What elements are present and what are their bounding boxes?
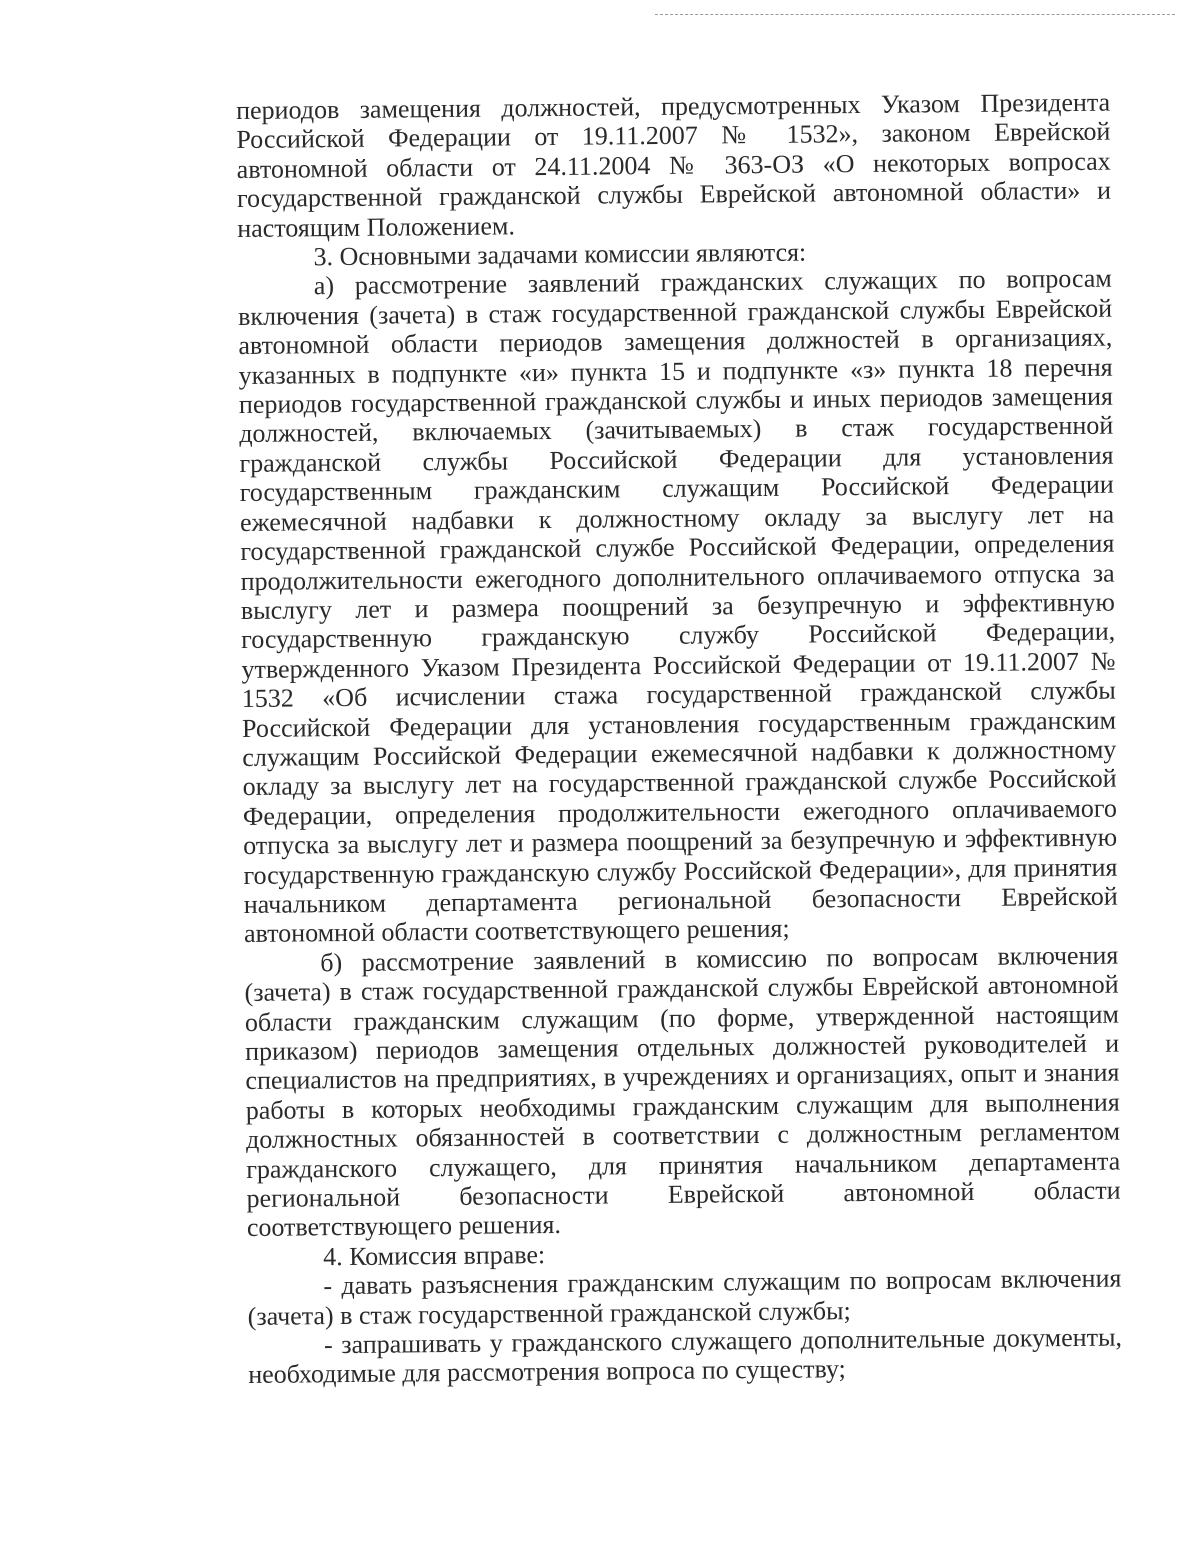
paragraph-item-4-bullet-2: - запрашивать у гражданского служащего дополнительные документы, необходимые для рассмотрения вопроса по существу; [248, 1322, 1123, 1390]
paragraph-item-3a: а) рассмотрение заявлений гражданских служащих по вопросам включения (зачета) в стаж государственной гражданской службы Еврейской автономной области периодов замещения должностей в организациях, указанных в подпункте «и» пункта 15 и подпункте «з» пункта 18 перечня периодов государственной гражданской службы и иных периодов замещения должностей, включаемых (зачитываемых) в стаж государственной гражданской службы Российской Федерации для установления государственным гражданским служащим Российской Федерации ежемесячной надбавки к должностному окладу за выслугу лет на государственной гражданской службе Российской Федерации, определения продолжительности ежегодного дополнительного оплачиваемого отпуска за выслугу лет и размера поощрений за безупречную и эффективную государственную гражданскую службу Российской Федерации, утвержденного Указом Президента Российской Федерации от 19.11.2007 № 1532 «Об исчислении стажа государственной гражданской службы Российской Федерации для установления государственным гражданским служащим Российской Федерации ежемесячной надбавки к должностному окладу за выслугу лет на государственной гражданской службе Российской Федерации, определения продолжительности ежегодного оплачиваемого отпуска за выслугу лет и размера поощрений за безупречную и эффективную государственную гражданскую службу Российской Федерации», для принятия начальником департамента региональной безопасности Еврейской автономной области соответствующего решения; [237, 264, 1118, 949]
paragraph-item-4-bullet-1: - давать разъяснения гражданским служащим по вопросам включения (зачета) в стаж государственной гражданской службы; [247, 1263, 1122, 1331]
paragraph-item-3-heading: 3. Основными задачами комиссии являются: [313, 237, 807, 272]
paragraph-item-3b: б) рассмотрение заявлений в комиссию по вопросам включения (зачета) в стаж государственной гражданской службы Еврейской автономной области гражданским служащим (по форме, утвержденной настоящим приказом) периодов замещения отдельных должностей руководителей и специалистов на предприятиях, в учреждениях и организациях, опыт и знания работы в которых необходимы гражданским служащим для выполнения должностных обязанностей в соответствии с должностным регламентом гражданского служащего, для принятия начальником департамента региональной безопасности Еврейской автономной области соответствующего решения. [244, 940, 1121, 1243]
paragraph-continuation: периодов замещения должностей, предусмотренных Указом Президента Российской Федерации от 19.11.2007 № 1532», законом Еврейской автономной области от 24.11.2004 № 363-ОЗ «О некоторых вопросах государственной гражданской службы Еврейской автономной области» и настоящим Положением. [236, 87, 1112, 243]
document-page [236, 88, 1122, 1390]
scan-edge-line [655, 14, 1175, 15]
paragraph-item-4-heading: 4. Комиссия вправе: [323, 1239, 546, 1272]
